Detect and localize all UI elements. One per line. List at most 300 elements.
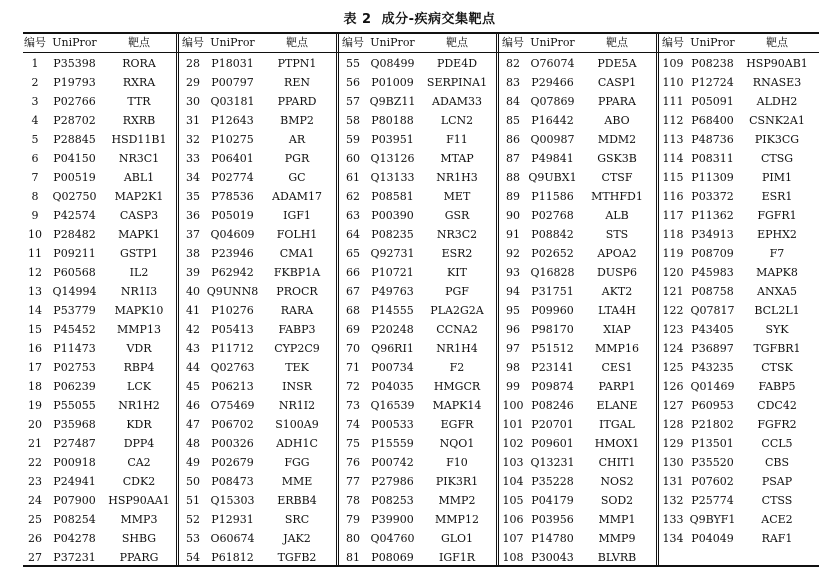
cell-uniprot-id: P49763 [371,285,414,298]
cell-target: MAPK10 [114,304,164,317]
cell-no: 82 [506,57,520,70]
table-caption [0,8,839,27]
table-row [23,301,819,320]
cell-target: S100A9 [275,418,319,431]
cell-uniprot-id: P12931 [211,513,254,526]
cell-target: ALDH2 [756,95,798,108]
cell-target: APOA2 [597,247,637,260]
cell-target: PLA2G2A [430,304,484,317]
cell-uniprot-id: P42574 [53,209,96,222]
cell-target: F10 [446,456,468,469]
cell-uniprot-id: Q13133 [370,171,415,184]
cell-target: REN [284,76,310,89]
cell-no: 112 [662,114,684,127]
cell-target: CTSG [760,152,794,165]
cell-uniprot-id: Q15303 [210,494,255,507]
cell-target: ITGAL [599,418,635,431]
cell-target: GSK3B [597,152,637,165]
cell-uniprot-id: P24941 [53,475,96,488]
cell-uniprot-id: P08473 [211,475,254,488]
cell-no: 72 [346,380,360,393]
cell-uniprot-id: Q16539 [370,399,415,412]
cell-target: EPHX2 [757,228,797,241]
cell-no: 108 [502,551,524,564]
cell-target: NR1H3 [436,171,478,184]
table-row [23,187,819,206]
cell-uniprot-id: Q9UBX1 [528,171,577,184]
cell-target: MME [281,475,313,488]
cell-uniprot-id: P02753 [53,361,96,374]
cell-uniprot-id: P14555 [371,304,414,317]
cell-uniprot-id: P09601 [531,437,574,450]
cell-uniprot-id: P09874 [531,380,574,393]
cell-no: 90 [506,209,520,222]
cell-uniprot-id: O60674 [210,532,255,545]
cell-uniprot-id: P08758 [691,285,734,298]
cell-no: 37 [186,228,200,241]
cell-target: PGR [284,152,310,165]
cell-uniprot-id: P04278 [53,532,96,545]
cell-no: 96 [506,323,520,336]
table-row [23,206,819,225]
cell-uniprot-id: Q16828 [530,266,575,279]
table-row [23,529,819,548]
table-row [23,453,819,472]
cell-target: CSNK2A1 [749,114,805,127]
cell-no: 69 [346,323,360,336]
cell-no: 132 [662,494,684,507]
header-uniprot-id: UniPror [530,36,575,49]
cell-uniprot-id: P98170 [531,323,574,336]
cell-target: PARP1 [598,380,636,393]
cell-no: 65 [346,247,360,260]
cell-target: HSP90AA1 [108,494,170,507]
cell-uniprot-id: P04049 [691,532,734,545]
cell-no: 61 [346,171,360,184]
cell-no: 98 [506,361,520,374]
cell-no: 87 [506,152,520,165]
table-row [23,54,819,73]
cell-target: LCN2 [440,114,474,127]
table-row [23,472,819,491]
table-row [23,415,819,434]
cell-no: 4 [31,114,39,127]
table-row [23,244,819,263]
cell-uniprot-id: P60953 [691,399,734,412]
cell-target: SERPINA1 [426,76,488,89]
cell-target: F11 [446,133,468,146]
cell-uniprot-id: P45452 [53,323,96,336]
cell-uniprot-id: P06239 [53,380,96,393]
table-title: 成分-疾病交集靶点 [381,12,496,27]
header-target: 靶点 [446,36,468,49]
cell-uniprot-id: P14780 [531,532,574,545]
cell-uniprot-id: P27487 [53,437,96,450]
cell-target: PPARG [119,551,159,564]
cell-target: PTPN1 [277,57,317,70]
cell-target: ABL1 [123,171,155,184]
cell-no: 119 [662,247,684,260]
cell-uniprot-id: P00797 [211,76,254,89]
cell-uniprot-id: P49841 [531,152,574,165]
header-uniprot-id: UniPror [210,36,255,49]
cell-uniprot-id: P00533 [371,418,414,431]
cell-no: 63 [346,209,360,222]
cell-no: 94 [506,285,520,298]
cell-no: 9 [31,209,39,222]
cell-uniprot-id: P11712 [211,342,254,355]
header-no: 编号 [182,36,204,49]
cell-no: 43 [186,342,200,355]
cell-no: 133 [662,513,684,526]
cell-target: HMOX1 [594,437,640,450]
cell-target: CHIT1 [598,456,636,469]
cell-no: 134 [662,532,684,545]
cell-no: 95 [506,304,520,317]
cell-no: 125 [662,361,684,374]
cell-uniprot-id: Q03181 [210,95,255,108]
table-number: 表 2 [343,12,372,27]
cell-no: 116 [662,190,684,203]
table-row [23,263,819,282]
table-row [23,168,819,187]
cell-no: 12 [28,266,42,279]
cell-uniprot-id: P10721 [371,266,414,279]
cell-target: MMP2 [438,494,476,507]
cell-no: 81 [346,551,360,564]
cell-uniprot-id: P07900 [53,494,96,507]
cell-uniprot-id: Q02763 [210,361,255,374]
cell-uniprot-id: P02652 [531,247,574,260]
cell-no: 34 [186,171,200,184]
cell-uniprot-id: P10275 [211,133,254,146]
cell-no: 13 [28,285,42,298]
cell-target: GSR [444,209,470,222]
cell-target: VDR [126,342,152,355]
cell-uniprot-id: Q07869 [530,95,575,108]
table-row [23,548,819,567]
cell-no: 93 [506,266,520,279]
cell-target: CCNA2 [436,323,478,336]
cell-uniprot-id: Q92731 [370,247,415,260]
cell-uniprot-id: P35398 [53,57,96,70]
cell-no: 85 [506,114,520,127]
cell-uniprot-id: P19793 [53,76,96,89]
table-row [23,73,819,92]
cell-target: FABP3 [278,323,316,336]
table-row [23,320,819,339]
cell-uniprot-id: P28702 [53,114,96,127]
cell-target: LTA4H [598,304,636,317]
cell-target: IGF1R [438,551,476,564]
cell-target: ESR2 [441,247,473,260]
cell-no: 109 [662,57,684,70]
table-row [23,339,819,358]
cell-target: PDE5A [597,57,637,70]
cell-target: PSAP [761,475,793,488]
cell-target: ERBB4 [277,494,317,507]
cell-target: MAPK14 [432,399,482,412]
cell-no: 115 [662,171,684,184]
cell-uniprot-id: P21802 [691,418,734,431]
cell-no: 45 [186,380,200,393]
cell-uniprot-id: P12643 [211,114,254,127]
table-row [23,149,819,168]
cell-uniprot-id: P08709 [691,247,734,260]
cell-no: 83 [506,76,520,89]
table-row [23,396,819,415]
cell-no: 76 [346,456,360,469]
cell-no: 14 [28,304,42,317]
cell-uniprot-id: P80188 [371,114,414,127]
header-no: 编号 [24,36,46,49]
cell-target: ADAM17 [272,190,322,203]
cell-target: F2 [449,361,465,374]
cell-uniprot-id: Q08499 [370,57,415,70]
cell-no: 50 [186,475,200,488]
table-row [23,491,819,510]
table-row [23,282,819,301]
cell-target: RBP4 [123,361,155,374]
cell-target: CDC42 [757,399,797,412]
cell-no: 79 [346,513,360,526]
cell-no: 52 [186,513,200,526]
cell-no: 80 [346,532,360,545]
table-row [23,377,819,396]
cell-no: 130 [662,456,684,469]
cell-uniprot-id: O75469 [210,399,255,412]
cell-uniprot-id: P11586 [531,190,574,203]
cell-uniprot-id: P04179 [531,494,574,507]
cell-target: NR1I2 [278,399,316,412]
cell-target: GC [288,171,306,184]
cell-target: NR3C1 [118,152,160,165]
cell-no: 123 [662,323,684,336]
cell-no: 20 [28,418,42,431]
cell-no: 126 [662,380,684,393]
cell-uniprot-id: P00742 [371,456,414,469]
cell-no: 120 [662,266,684,279]
cell-uniprot-id: P51512 [531,342,574,355]
cell-uniprot-id: P18031 [211,57,254,70]
cell-uniprot-id: P35520 [691,456,734,469]
cell-target: STS [605,228,629,241]
cell-no: 88 [506,171,520,184]
cell-no: 3 [31,95,39,108]
cell-uniprot-id: Q00987 [530,133,575,146]
cell-target: ACE2 [761,513,793,526]
cell-target: JAK2 [283,532,311,545]
cell-target: BMP2 [280,114,314,127]
cell-uniprot-id: P08253 [371,494,414,507]
cell-uniprot-id: P20701 [531,418,574,431]
cell-no: 35 [186,190,200,203]
cell-target: RNASE3 [752,76,802,89]
cell-no: 33 [186,152,200,165]
cell-target: ADH1C [276,437,318,450]
cell-no: 131 [662,475,684,488]
cell-uniprot-id: P07602 [691,475,734,488]
cell-no: 24 [28,494,42,507]
cell-target: AR [288,133,306,146]
cell-target: MMP16 [595,342,639,355]
cell-no: 62 [346,190,360,203]
header-target: 靶点 [286,36,308,49]
cell-uniprot-id: Q04760 [370,532,415,545]
cell-uniprot-id: P00734 [371,361,414,374]
table-row [23,358,819,377]
cell-no: 124 [662,342,684,355]
cell-target: PIK3R1 [435,475,479,488]
cell-no: 60 [346,152,360,165]
cell-uniprot-id: P05091 [691,95,734,108]
cell-target: MMP1 [598,513,636,526]
cell-no: 128 [662,418,684,431]
cell-target: RORA [122,57,156,70]
cell-uniprot-id: P01009 [371,76,414,89]
cell-no: 10 [28,228,42,241]
cell-uniprot-id: Q9BYF1 [689,513,736,526]
cell-no: 41 [186,304,200,317]
cell-uniprot-id: Q04609 [210,228,255,241]
cell-target: TEK [285,361,309,374]
header-no: 编号 [662,36,684,49]
cell-uniprot-id: Q07817 [690,304,735,317]
cell-no: 117 [662,209,684,222]
cell-no: 54 [186,551,200,564]
cell-uniprot-id: P02766 [53,95,96,108]
cell-target: AKT2 [601,285,633,298]
cell-target: TTR [127,95,151,108]
cell-no: 86 [506,133,520,146]
cell-target: PIM1 [761,171,792,184]
cell-target: PPARD [277,95,317,108]
table-row [23,92,819,111]
cell-uniprot-id: P36897 [691,342,734,355]
cell-uniprot-id: P30043 [531,551,574,564]
cell-uniprot-id: Q13126 [370,152,415,165]
cell-no: 49 [186,456,200,469]
cell-target: BLVRB [597,551,637,564]
cell-no: 15 [28,323,42,336]
cell-no: 100 [502,399,524,412]
cell-target: CTSK [761,361,793,374]
cell-no: 27 [28,551,42,564]
cell-no: 46 [186,399,200,412]
cell-target: MMP9 [598,532,636,545]
cell-uniprot-id: P15559 [371,437,414,450]
cell-uniprot-id: P11309 [691,171,734,184]
cell-uniprot-id: P00326 [211,437,254,450]
cell-no: 36 [186,209,200,222]
cell-target: CA2 [127,456,151,469]
cell-uniprot-id: P31751 [531,285,574,298]
cell-uniprot-id: P16442 [531,114,574,127]
cell-no: 44 [186,361,200,374]
cell-no: 38 [186,247,200,260]
cell-no: 57 [346,95,360,108]
cell-no: 71 [346,361,360,374]
cell-target: TGFBR1 [753,342,801,355]
cell-target: NR3C2 [436,228,478,241]
cell-uniprot-id: P28845 [53,133,96,146]
cell-uniprot-id: P00918 [53,456,96,469]
cell-no: 1 [31,57,39,70]
top-rule [23,32,819,34]
cell-no: 97 [506,342,520,355]
cell-uniprot-id: P37231 [53,551,96,564]
cell-no: 129 [662,437,684,450]
cell-uniprot-id: P11362 [691,209,734,222]
cell-no: 26 [28,532,42,545]
cell-target: XIAP [603,323,631,336]
cell-uniprot-id: O76074 [530,57,575,70]
cell-target: FABP5 [758,380,796,393]
cell-target: MET [443,190,471,203]
cell-target: MTHFD1 [591,190,643,203]
cell-no: 58 [346,114,360,127]
header-uniprot-id: UniPror [52,36,97,49]
cell-no: 28 [186,57,200,70]
cell-target: NQO1 [439,437,475,450]
cell-target: PGF [445,285,469,298]
cell-uniprot-id: P23141 [531,361,574,374]
cell-uniprot-id: P08238 [691,57,734,70]
cell-uniprot-id: P08842 [531,228,574,241]
cell-target: RARA [280,304,314,317]
cell-uniprot-id: P06213 [211,380,254,393]
cell-target: MMP12 [435,513,479,526]
cell-target: MTAP [440,152,474,165]
cell-target: ESR1 [761,190,793,203]
cell-target: SRC [284,513,310,526]
cell-target: ABO [604,114,630,127]
cell-uniprot-id: P62942 [211,266,254,279]
cell-uniprot-id: P45983 [691,266,734,279]
cell-target: TGFB2 [277,551,317,564]
table-row [23,434,819,453]
cell-no: 67 [346,285,360,298]
cell-no: 39 [186,266,200,279]
cell-target: GLO1 [440,532,474,545]
cell-no: 101 [502,418,524,431]
cell-no: 7 [31,171,39,184]
cell-target: MDM2 [597,133,637,146]
cell-no: 99 [506,380,520,393]
cell-no: 113 [662,133,684,146]
cell-target: FGFR2 [757,418,797,431]
cell-uniprot-id: P03956 [531,513,574,526]
cell-no: 114 [662,152,684,165]
cell-target: CMA1 [279,247,315,260]
cell-no: 18 [28,380,42,393]
cell-no: 5 [31,133,39,146]
cell-no: 75 [346,437,360,450]
cell-uniprot-id: P08581 [371,190,414,203]
header-rule [23,52,819,53]
cell-target: CTSS [761,494,793,507]
cell-target: DPP4 [123,437,155,450]
cell-target: MMP13 [117,323,161,336]
cell-uniprot-id: Q9UNN8 [206,285,259,298]
cell-uniprot-id: P35968 [53,418,96,431]
cell-uniprot-id: P68400 [691,114,734,127]
cell-uniprot-id: P05019 [211,209,254,222]
cell-target: KDR [126,418,152,431]
cell-no: 127 [662,399,684,412]
cell-no: 74 [346,418,360,431]
cell-no: 47 [186,418,200,431]
